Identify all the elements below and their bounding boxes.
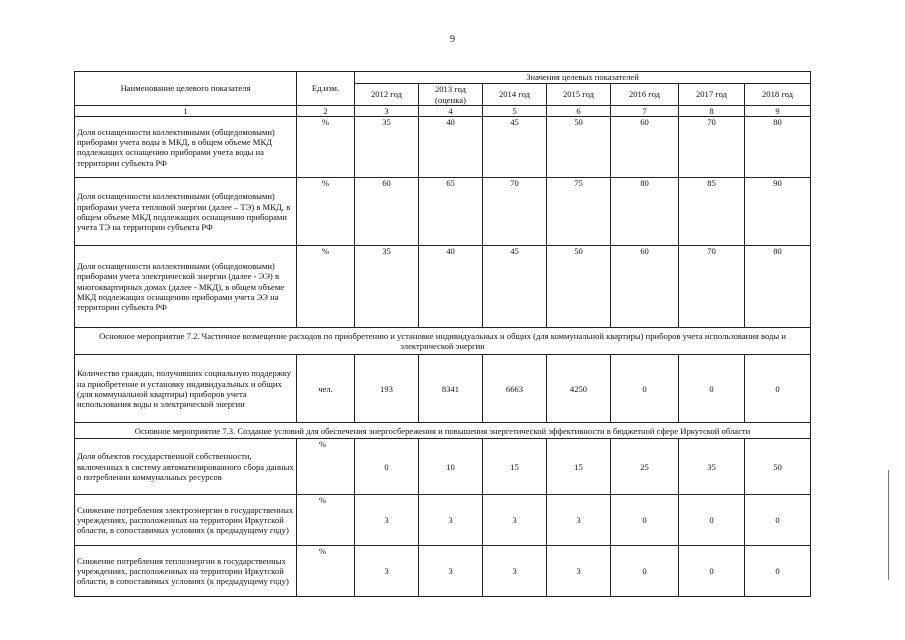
indicator-value: 0 — [611, 546, 679, 597]
indicator-value: 75 — [547, 178, 611, 246]
indicator-value: 60 — [611, 246, 679, 328]
header-name: Наименование целевого показателя — [75, 72, 297, 106]
indicator-value: 25 — [611, 439, 679, 495]
indicator-value: 3 — [355, 495, 419, 546]
indicator-name: Доля оснащенности коллективными (общедомовыми) приборами учета электрической энергии (далее - ЭЭ) в многоквартирных домах (далее - МКД), в общем объеме МКД подлежащих оснащению приборами учета ЭЭ на территории субъекта РФ — [75, 246, 297, 328]
indicator-unit: % — [297, 178, 355, 246]
column-number: 3 — [355, 106, 419, 117]
indicator-value: 80 — [745, 246, 811, 328]
indicator-value: 40 — [419, 246, 483, 328]
section-heading-7-3: Основное мероприятие 7.3. Создание условий для обеспечения энергосбережения и повышения энергетической эффективности в бюджетной сфере Иркутской области — [75, 423, 811, 439]
indicator-value: 90 — [745, 178, 811, 246]
indicator-value: 3 — [547, 495, 611, 546]
indicator-value: 60 — [355, 178, 419, 246]
header-year: 2013 год (оценка) — [419, 84, 483, 106]
indicator-name: Доля оснащенности коллективными (общедомовыми) приборами учета тепловой энергии (далее – ТЭ) в МКД, в общем объеме МКД подлежащих оснащению приборами учета ТЭ на территории субъекта РФ — [75, 178, 297, 246]
header-year: 2016 год — [611, 84, 679, 106]
indicator-value: 70 — [679, 246, 745, 328]
table-row — [75, 246, 811, 328]
indicator-value: 4250 — [547, 355, 611, 423]
indicator-value: 3 — [483, 546, 547, 597]
indicator-unit: % — [297, 495, 355, 546]
indicator-value: 3 — [419, 546, 483, 597]
indicator-name: Доля оснащенности коллективными (общедомовыми) приборами учета воды в МКД, в общем объеме МКД подлежащих оснащению приборами учета воды на территории субъекта РФ — [75, 117, 297, 178]
table-row — [75, 495, 811, 546]
column-number: 1 — [75, 106, 297, 117]
target-indicators-table — [74, 71, 811, 597]
table-row — [75, 355, 811, 423]
table-row — [75, 439, 811, 495]
header-unit: Ед.изм. — [297, 72, 355, 106]
page-edge-line — [888, 470, 889, 580]
indicator-value: 45 — [483, 246, 547, 328]
indicator-value: 3 — [547, 546, 611, 597]
column-numbers-row — [75, 106, 811, 117]
indicator-value: 8341 — [419, 355, 483, 423]
indicator-value: 3 — [483, 495, 547, 546]
indicator-value: 0 — [679, 495, 745, 546]
indicator-value: 50 — [547, 246, 611, 328]
indicator-value: 50 — [745, 439, 811, 495]
column-number: 5 — [483, 106, 547, 117]
indicator-unit: % — [297, 546, 355, 597]
page-number: 9 — [450, 34, 455, 45]
indicator-value: 0 — [679, 546, 745, 597]
column-number: 8 — [679, 106, 745, 117]
header-year: 2015 год — [547, 84, 611, 106]
indicator-unit: чел. — [297, 355, 355, 423]
header-year: 2014 год — [483, 84, 547, 106]
indicator-value: 70 — [679, 117, 745, 178]
indicator-value: 35 — [679, 439, 745, 495]
header-year: 2017 год — [679, 84, 745, 106]
indicator-value: 35 — [355, 117, 419, 178]
indicator-value: 80 — [745, 117, 811, 178]
indicator-value: 65 — [419, 178, 483, 246]
indicator-value: 0 — [611, 355, 679, 423]
indicator-value: 0 — [745, 546, 811, 597]
indicator-unit: % — [297, 117, 355, 178]
header-values-group: Значения целевых показателей — [355, 72, 811, 84]
table-row — [75, 178, 811, 246]
section-heading-7-2: Основное мероприятие 7.2. Частичное возмещение расходов по приобретению и установке индивидуальных и общих (для коммунальной квартиры) приборов учета использования воды и электрической энергии — [75, 328, 811, 355]
table-row — [75, 117, 811, 178]
indicator-value: 0 — [355, 439, 419, 495]
section-row — [75, 328, 811, 355]
column-number: 6 — [547, 106, 611, 117]
indicator-value: 15 — [547, 439, 611, 495]
indicator-value: 40 — [419, 117, 483, 178]
indicator-name: Доля объектов государственной собственности, включенных в систему автоматизированного сбора данных о потреблении коммунальных ресурсов — [75, 439, 297, 495]
section-row — [75, 423, 811, 439]
indicator-value: 35 — [355, 246, 419, 328]
indicator-value: 3 — [419, 495, 483, 546]
indicator-value: 70 — [483, 178, 547, 246]
indicator-unit: % — [297, 246, 355, 328]
indicator-value: 50 — [547, 117, 611, 178]
indicator-value: 0 — [679, 355, 745, 423]
indicator-name: Снижение потребления электроэнергии в государственных учреждениях, расположенных на территории Иркутской области, в сопоставимых условиях (к предыдущему году) — [75, 495, 297, 546]
indicator-value: 193 — [355, 355, 419, 423]
indicator-value: 0 — [745, 355, 811, 423]
column-number: 2 — [297, 106, 355, 117]
column-number: 9 — [745, 106, 811, 117]
table-row — [75, 546, 811, 597]
header-year: 2018 год — [745, 84, 811, 106]
indicator-value: 6663 — [483, 355, 547, 423]
indicator-value: 60 — [611, 117, 679, 178]
indicator-value: 15 — [483, 439, 547, 495]
indicator-value: 45 — [483, 117, 547, 178]
indicator-value: 10 — [419, 439, 483, 495]
indicator-value: 0 — [745, 495, 811, 546]
header-year: 2012 год — [355, 84, 419, 106]
column-number: 4 — [419, 106, 483, 117]
column-number: 7 — [611, 106, 679, 117]
indicator-value: 3 — [355, 546, 419, 597]
indicator-value: 85 — [679, 178, 745, 246]
indicator-name: Количество граждан, получивших социальную поддержку на приобретение и установку индивидуальных и общих (для коммунальной квартиры) приборов учета использования воды и электрической энергии — [75, 355, 297, 423]
indicator-value: 0 — [611, 495, 679, 546]
indicator-name: Снижение потребления теплоэнергии в государственных учреждениях, расположенных на территории Иркутской области, в сопоставимых условиях (к предыдущему году) — [75, 546, 297, 597]
indicator-value: 80 — [611, 178, 679, 246]
indicator-unit: % — [297, 439, 355, 495]
